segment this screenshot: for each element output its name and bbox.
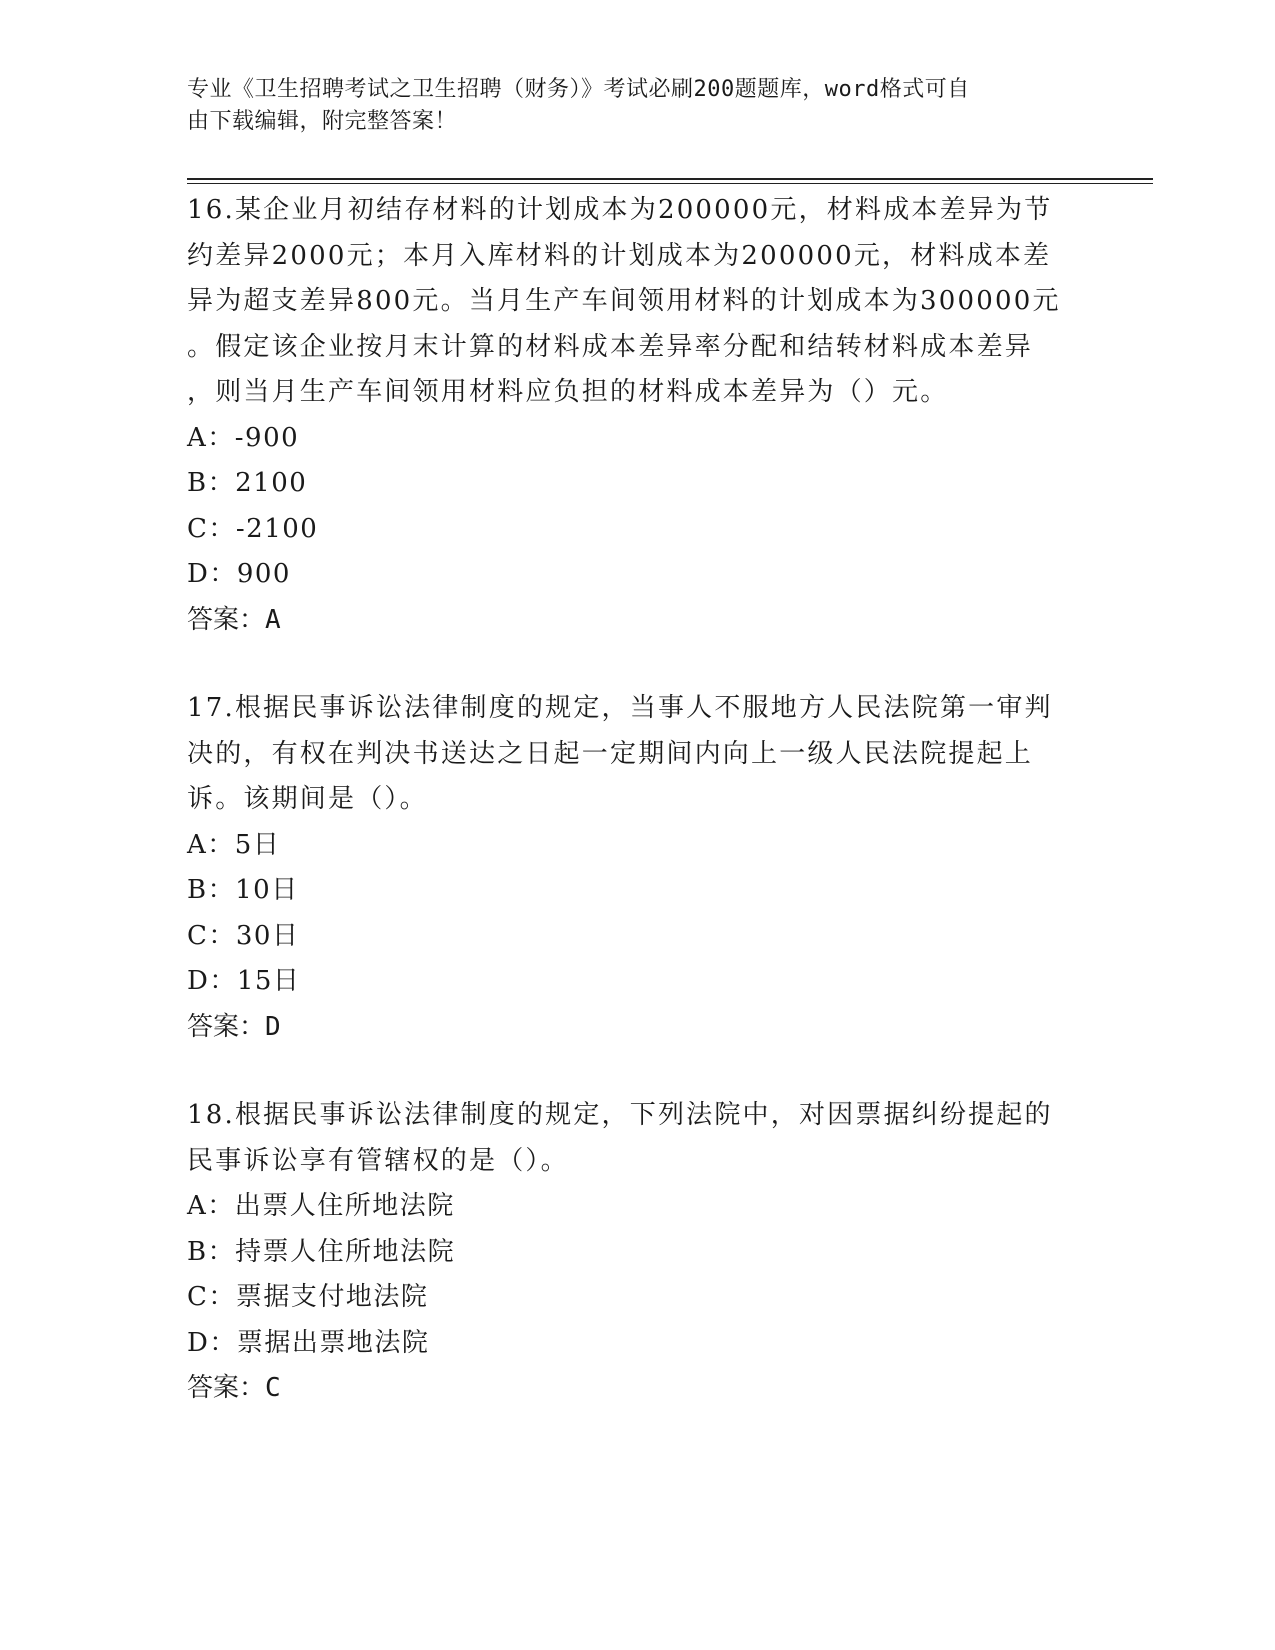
header-divider-thick bbox=[187, 178, 1153, 180]
header-divider-thin bbox=[187, 183, 1153, 184]
question-16-option-c: C：-2100 bbox=[187, 513, 319, 544]
question-18-answer: 答案：C bbox=[187, 1373, 281, 1403]
question-18-line-2: 民事诉讼享有管辖权的是（）。 bbox=[187, 1145, 569, 1176]
header-title-line-1: 专业《卫生招聘考试之卫生招聘（财务）》考试必刷200题题库，word格式可自 bbox=[187, 77, 970, 102]
question-18 bbox=[187, 1093, 1077, 1412]
question-18-line-1: 18.根据民事诉讼法律制度的规定，下列法院中，对因票据纠纷提起的 bbox=[187, 1100, 1053, 1130]
question-16-option-d: D：900 bbox=[187, 559, 291, 589]
question-16-line-2: 约差异2000元；本月入库材料的计划成本为200000元，材料成本差 bbox=[187, 240, 1052, 271]
question-17-option-c: C：30日 bbox=[187, 920, 300, 951]
question-17-option-b: B：10日 bbox=[187, 875, 299, 905]
question-18-option-d: D：票据出票地法院 bbox=[187, 1327, 430, 1358]
question-16-answer: 答案：A bbox=[187, 604, 281, 635]
question-16-line-3: 异为超支差异800元。当月生产车间领用材料的计划成本为300000元 bbox=[187, 286, 1061, 316]
question-16-line-1: 16.某企业月初结存材料的计划成本为200000元，材料成本差异为节 bbox=[187, 195, 1053, 225]
question-16-line-4: 。假定该企业按月末计算的材料成本差异率分配和结转材料成本差异 bbox=[187, 331, 1034, 362]
question-17-option-a: A：5日 bbox=[187, 829, 281, 860]
question-18-option-b: B：持票人住所地法院 bbox=[187, 1236, 456, 1267]
question-16-option-a: A：-900 bbox=[187, 422, 300, 453]
question-17-line-3: 诉。该期间是（）。 bbox=[187, 784, 428, 814]
question-18-option-c: C：票据支付地法院 bbox=[187, 1282, 429, 1312]
question-17 bbox=[187, 686, 1077, 1050]
question-17-answer: 答案：D bbox=[187, 1011, 281, 1042]
question-16 bbox=[187, 188, 1077, 643]
question-17-option-d: D：15日 bbox=[187, 966, 301, 996]
question-18-option-a: A：出票人住所地法院 bbox=[187, 1191, 455, 1221]
question-17-line-2: 决的，有权在判决书送达之日起一定期间内向上一级人民法院提起上 bbox=[187, 738, 1034, 769]
document-header bbox=[187, 74, 1067, 138]
question-16-line-5: ，则当月生产车间领用材料应负担的材料成本差异为（）元。 bbox=[187, 377, 949, 407]
question-16-option-b: B：2100 bbox=[187, 468, 308, 498]
header-title-line-2: 由下载编辑，附完整答案！ bbox=[187, 109, 458, 134]
question-17-line-1: 17.根据民事诉讼法律制度的规定，当事人不服地方人民法院第一审判 bbox=[187, 693, 1053, 723]
